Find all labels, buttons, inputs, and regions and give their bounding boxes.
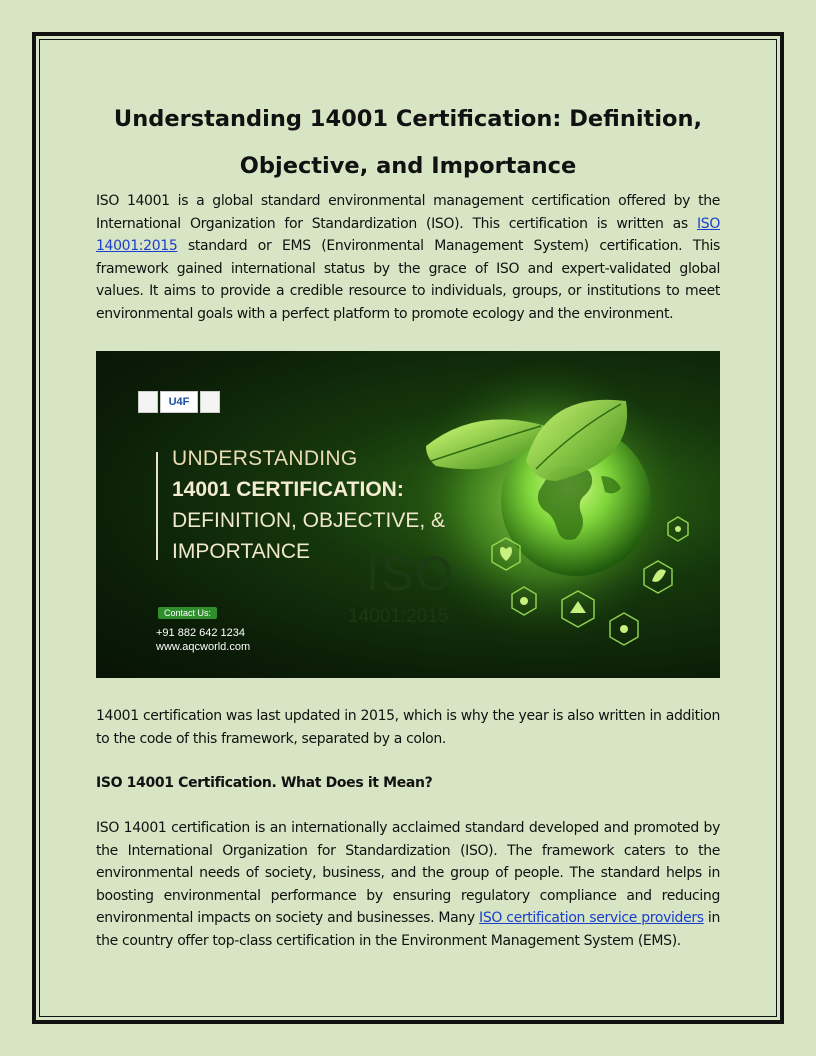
partner-logo (200, 391, 220, 413)
iso-service-providers-link[interactable]: ISO certification service providers (479, 910, 704, 927)
banner-heading-line-2: 14001 CERTIFICATION: (172, 478, 404, 501)
banner-heading-line-3: DEFINITION, OBJECTIVE, & (172, 509, 446, 532)
meaning-paragraph (96, 817, 720, 953)
banner-heading-line-4: IMPORTANCE (172, 540, 311, 563)
meaning-text-end: in the country offer top-class certification in the Environment Management System (EMS). (96, 910, 720, 949)
title-line-1: Understanding 14001 Certification: Definition, (113, 106, 703, 132)
intro-text-start: ISO 14001 is a global standard environmental management certification offered by the International Organization for Standardization (ISO). This certification is written as (96, 193, 720, 232)
banner-phone: +91 882 642 1234 (156, 627, 246, 639)
banner-iso-number: 14001:2015 (348, 606, 449, 627)
banner-heading-line-1: UNDERSTANDING (172, 447, 358, 470)
partner-logo (138, 391, 158, 413)
contact-us-badge: Contact Us: (158, 607, 217, 619)
intro-paragraph (96, 190, 720, 326)
partner-logos (138, 391, 220, 413)
section-heading: ISO 14001 Certification. What Does it Mean? (96, 775, 433, 791)
banner-iso-watermark: ISO (366, 548, 455, 601)
meaning-text-start: ISO 14001 certification is an internationally acclaimed standard developed and promoted by the International Organization for Standardization (ISO). The framework caters to the environmental needs of society, business, and the group of people. The standard helps in boosting environmental performance by ensuring regulatory compliance and reducing environmental impacts on society and businesses. Many (96, 820, 720, 927)
page-title (96, 96, 720, 190)
banner-divider-line (156, 452, 158, 560)
banner-website: www.aqcworld.com (156, 641, 251, 653)
u4f-logo: U4F (160, 391, 198, 413)
intro-text-end: standard or EMS (Environmental Management System) certification. This framework gained international status by the grace of ISO and expert-validated global values. It aims to provide a credible resource to individuals, groups, or institutions to meet environmental goals with a perfect platform to promote ecology and the environment. (96, 238, 720, 322)
iso-14001-2015-link[interactable]: ISO 14001:2015 (96, 215, 720, 255)
banner-image (96, 351, 720, 678)
title-line-2: Objective, and Importance (239, 153, 577, 179)
update-paragraph: 14001 certification was last updated in 2015, which is why the year is also written in addition to the code of this framework, separated by a colon. (96, 708, 720, 747)
